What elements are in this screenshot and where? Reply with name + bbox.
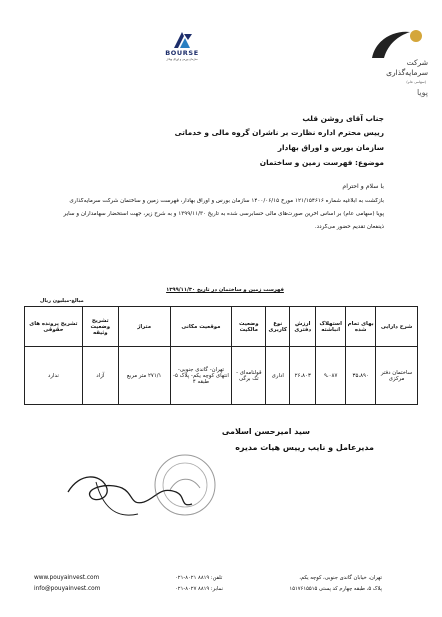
column-header: تشریح وضعیت وثیقه [82,307,118,347]
company-logo [352,28,430,108]
footer-email[interactable]: info@pouyainvest.com [34,586,101,592]
company-name-line2: سرمایه‌گذاری [386,68,428,77]
table-cell: ۲۶،۸۰۳ [290,347,316,405]
column-header: ارزش دفتری [290,307,316,347]
table-cell: ۹،۰۸۷ [316,347,346,405]
company-brand: پویا [416,88,428,97]
table-title: فهرست زمین و ساختمان در تاریخ ۱۳۹۹/۱۱/۳۰ [166,287,284,293]
column-header: شرح دارایی [376,307,418,347]
column-header: وضعیت مالکیت [232,307,266,347]
recipient-name: جناب آقای روشن قلب [302,114,384,123]
bourse-logo-subtitle: سازمان بورس و اوراق بهادار [166,58,198,61]
column-header: استهلاک انباشته [316,307,346,347]
table-cell: ۳۵،۸۹۰ [346,347,376,405]
table-cell: تهران- گاندی جنوبی- انتهای کوچه یکم- پلاک ۵- طبقه ۴ [170,347,232,405]
column-header: تشریح پرونده های حقوقی [25,307,83,347]
signatory-title: مدیرعامل و نایب رییس هیات مدیره [235,443,374,452]
table-cell: ساختمان دفتر مرکزی [376,347,418,405]
bourse-logo-text: BOURSE [165,49,199,57]
table-row [25,347,418,405]
footer-address-line2: پلاک ۵، طبقه چهارم کد پستی ۱۵۱۷۶۱۵۵۱۵ [289,586,382,592]
amount-unit: مبالغ-میلیون ریال [40,298,84,304]
footer-website[interactable]: www.pouyainvest.com [34,575,100,581]
footer-phone: تلفن: ۸۸۱۹ ۸۰۲۱-۰۲۱ [175,575,223,581]
table-cell: ۲۷۱/۱ متر مربع [118,347,170,405]
table-cell: ندارد [25,347,83,405]
table-cell: قولنامه‌ای - تک برگی [232,347,266,405]
signatory-name: سید امیرحسن اسلامی [221,427,310,436]
body-paragraph-line1: بازگشت به ابلاغیه شماره ۱۲۱/۱۵۴۶۱۶ مورخ ۱۴۰۰/۰۶/۱۵ سازمان بورس و اوراق بهادار، فهرست زمین و ساختمان شرکت سرمایه‌گذاری [69,198,384,204]
column-header: موقعیت مکانی [170,307,232,347]
column-header: نوع کاربری [266,307,290,347]
body-paragraph-line3: ذینفعان تقدیم حضور می‌گردد. [314,224,384,230]
footer-fax: نمابر: ۸۸۱۹ ۸۰۲۷-۰۲۱ [175,586,223,592]
table-header-row [25,307,418,347]
bourse-mark-icon [170,30,194,50]
company-type: (سهامی عام) [406,80,426,84]
body-paragraph-line2: پویا (سهامی عام) بر اساس آخرین صورت‌های مالی حسابرسی شده به تاریخ ۱۳۹۹/۱۱/۳۰ و به شرح زیر، جهت استحضار سهامداران و سایر [63,211,384,217]
assets-table [24,306,418,405]
recipient-organization: سازمان بورس و اوراق بهادار [277,143,384,152]
letter-subject: موضوع: فهرست زمین و ساختمان [259,158,384,167]
company-logo-mark-icon [352,28,430,62]
table-cell: اداری [266,347,290,405]
table-cell: آزاد [82,347,118,405]
column-header: بهای تمام شده [346,307,376,347]
recipient-title: رییس محترم اداره نظارت بر ناشران گروه مالی و خدماتی [174,128,384,137]
company-name-line1: شرکت [406,58,428,67]
greeting: با سلام و احترام [342,183,384,190]
company-stamp-icon [150,450,220,520]
footer-address-line1: تهران، خیابان گاندی جنوبی، کوچه یکم، [299,575,382,581]
bourse-logo [160,30,204,66]
column-header: متراژ [118,307,170,347]
